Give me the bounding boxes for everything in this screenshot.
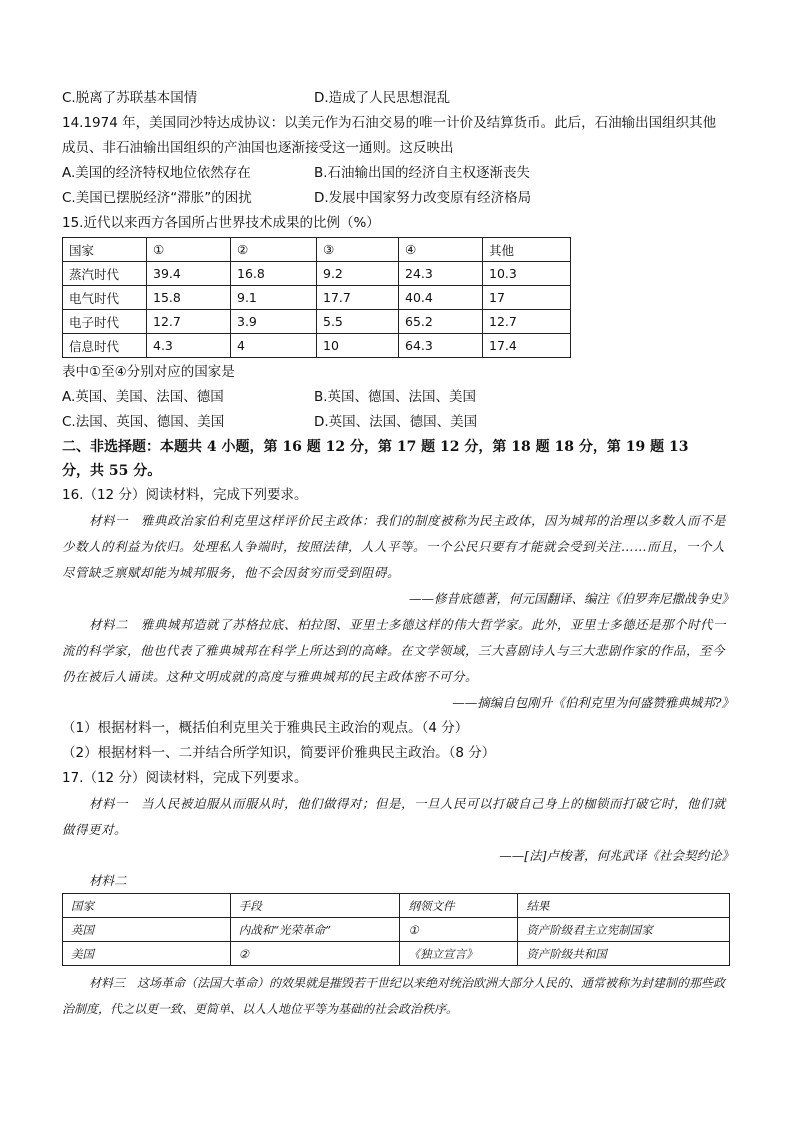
q15-options-cd: [62, 410, 734, 435]
q15-table-header: [63, 238, 571, 262]
table-cell: 9.2: [317, 262, 399, 286]
table-cell: 64.3: [399, 334, 483, 358]
q16-sub-question-1: （1）根据材料一，概括伯利克里关于雅典民主政治的观点。（4 分）: [62, 720, 469, 736]
table-row: [63, 286, 571, 310]
table-cell: 英国: [63, 918, 231, 942]
table-cell: 12.7: [147, 310, 231, 334]
section-heading-line2: 分，共 55 分。: [62, 463, 162, 479]
q15-question: 表中①至④分别对应的国家是: [62, 364, 235, 380]
q17-header-cell: 结果: [518, 894, 730, 918]
table-cell: 5.5: [317, 310, 399, 334]
table-cell: 40.4: [399, 286, 483, 310]
table-cell: 15.8: [147, 286, 231, 310]
q16-material-1: 材料一 雅典政治家伯利克里这样评价民主政体：我们的制度被称为民主政体，因为城邦的治理以多数人而不是少数人的利益为依归。处理私人争端时，按照法律，人人平等。一个公民只要有才能就会受到关注……而且，一个人尽管缺乏禀赋却能为城邦服务，他不会因贫穷而受到阻碍。: [62, 513, 727, 580]
table-cell: 《独立宣言》: [400, 942, 518, 966]
table-row: [63, 310, 571, 334]
section-heading-line1: 二、非选择题：本题共 4 小题，第 16 题 12 分，第 17 题 12 分，第 18 题 18 分，第 19 题 13: [62, 439, 689, 455]
q16-sub-question-2: （2）根据材料一、二并结合所学知识，简要评价雅典民主政治。（8 分）: [62, 745, 496, 761]
q15-header-cell: 国家: [63, 238, 147, 262]
q15-option-c[interactable]: C.法国、英国、德国、美国: [62, 414, 225, 430]
table-cell: 3.9: [231, 310, 317, 334]
table-cell: 17.7: [317, 286, 399, 310]
q15-header-cell: 其他: [483, 238, 571, 262]
table-cell: 4.3: [147, 334, 231, 358]
q17-material-1: 材料一 当人民被迫服从而服从时，他们做得对；但是，一旦人民可以打破自己身上的枷锁而打破它时，他们就做得更对。: [62, 796, 727, 837]
q17-table-header: [63, 894, 730, 918]
q17-stem: 17.（12 分）阅读材料，完成下列要求。: [62, 770, 308, 786]
q16-material-1-source: ——修昔底德著，何元国翻译、编注《伯罗奔尼撒战争史》: [408, 591, 734, 606]
q14-options-cd: [62, 186, 734, 211]
q17-material-2-label: 材料二: [89, 873, 127, 888]
q14-options-ab: [62, 161, 734, 186]
table-cell: ②: [230, 942, 400, 966]
table-cell: 17: [483, 286, 571, 310]
table-cell: 信息时代: [63, 334, 147, 358]
table-cell: 39.4: [147, 262, 231, 286]
table-cell: 电气时代: [63, 286, 147, 310]
q15-option-d[interactable]: D.英国、法国、德国、美国: [314, 414, 478, 430]
q17-material-3: 材料三 这场革命（法国大革命）的效果就是摧毁若干世纪以来绝对统治欧洲大部分人民的、通常被称为封建制的那些政治制度，代之以更一致、更简单、以人人地位平等为基础的社会政治秩序。: [62, 976, 726, 1016]
table-row: [63, 262, 571, 286]
table-cell: ①: [400, 918, 518, 942]
q17-material-1-source: ——[法]卢梭著，何兆武译《社会契约论》: [499, 848, 734, 863]
q15-header-cell: ③: [317, 238, 399, 262]
q15-header-cell: ①: [147, 238, 231, 262]
table-cell: 16.8: [231, 262, 317, 286]
table-cell: 美国: [63, 942, 231, 966]
q17-table: [62, 893, 730, 966]
q14-option-a[interactable]: A.美国的经济特权地位依然存在: [62, 165, 251, 181]
q15-header-cell: ④: [399, 238, 483, 262]
q13-options-cd: [62, 86, 734, 111]
q15-stem: 15.近代以来西方各国所占世界技术成果的比例（%）: [62, 215, 380, 231]
q13-option-c[interactable]: C.脱离了苏联基本国情: [62, 90, 198, 106]
table-cell: 内战和“光荣革命”: [230, 918, 400, 942]
q15-option-b[interactable]: B.英国、德国、法国、美国: [314, 389, 477, 405]
q14-option-d[interactable]: D.发展中国家努力改变原有经济格局: [314, 190, 532, 206]
q16-stem: 16.（12 分）阅读材料，完成下列要求。: [62, 487, 308, 503]
q17-header-cell: 纲领文件: [400, 894, 518, 918]
q15-header-cell: ②: [231, 238, 317, 262]
table-row: [63, 334, 571, 358]
table-cell: 10: [317, 334, 399, 358]
table-cell: 24.3: [399, 262, 483, 286]
table-cell: 9.1: [231, 286, 317, 310]
q17-header-cell: 国家: [63, 894, 231, 918]
table-cell: 4: [231, 334, 317, 358]
q14-option-c[interactable]: C.美国已摆脱经济“滞胀”的困扰: [62, 190, 252, 206]
table-cell: 资产阶级共和国: [518, 942, 730, 966]
q16-material-2-source: ——摘编自包刚升《伯利克里为何盛赞雅典城邦?》: [452, 695, 734, 710]
q15-option-a[interactable]: A.英国、美国、法国、德国: [62, 389, 224, 405]
q16-material-2: 材料二 雅典城邦造就了苏格拉底、柏拉图、亚里士多德这样的伟大哲学家。此外，亚里士多德还是那个时代一流的科学家，他也代表了雅典城邦在科学上所达到的高峰。在文学领域，三大喜剧诗人与三大悲剧作家的作品，至今仍在被后人诵读。这种文明成就的高度与雅典城邦的民主政体密不可分。: [62, 617, 727, 684]
table-row: [63, 918, 730, 942]
exam-page: [62, 86, 734, 1022]
q13-option-d[interactable]: D.造成了人民思想混乱: [314, 90, 451, 106]
table-cell: 12.7: [483, 310, 571, 334]
q14-option-b[interactable]: B.石油输出国的经济自主权逐渐丧失: [314, 165, 531, 181]
q17-header-cell: 手段: [230, 894, 400, 918]
q14-stem-line1: 14.1974 年，美国同沙特达成协议：以美元作为石油交易的唯一计价及结算货币。此后，石油输出国组织其他: [62, 115, 717, 131]
table-cell: 资产阶级君主立宪制国家: [518, 918, 730, 942]
q14-stem-line2: 成员、非石油输出国组织的产油国也逐渐接受这一通则。这反映出: [62, 140, 454, 156]
table-cell: 10.3: [483, 262, 571, 286]
q15-options-ab: [62, 385, 734, 410]
table-cell: 17.4: [483, 334, 571, 358]
table-cell: 蒸汽时代: [63, 262, 147, 286]
table-cell: 65.2: [399, 310, 483, 334]
table-row: [63, 942, 730, 966]
table-cell: 电子时代: [63, 310, 147, 334]
q15-table: [62, 237, 571, 358]
